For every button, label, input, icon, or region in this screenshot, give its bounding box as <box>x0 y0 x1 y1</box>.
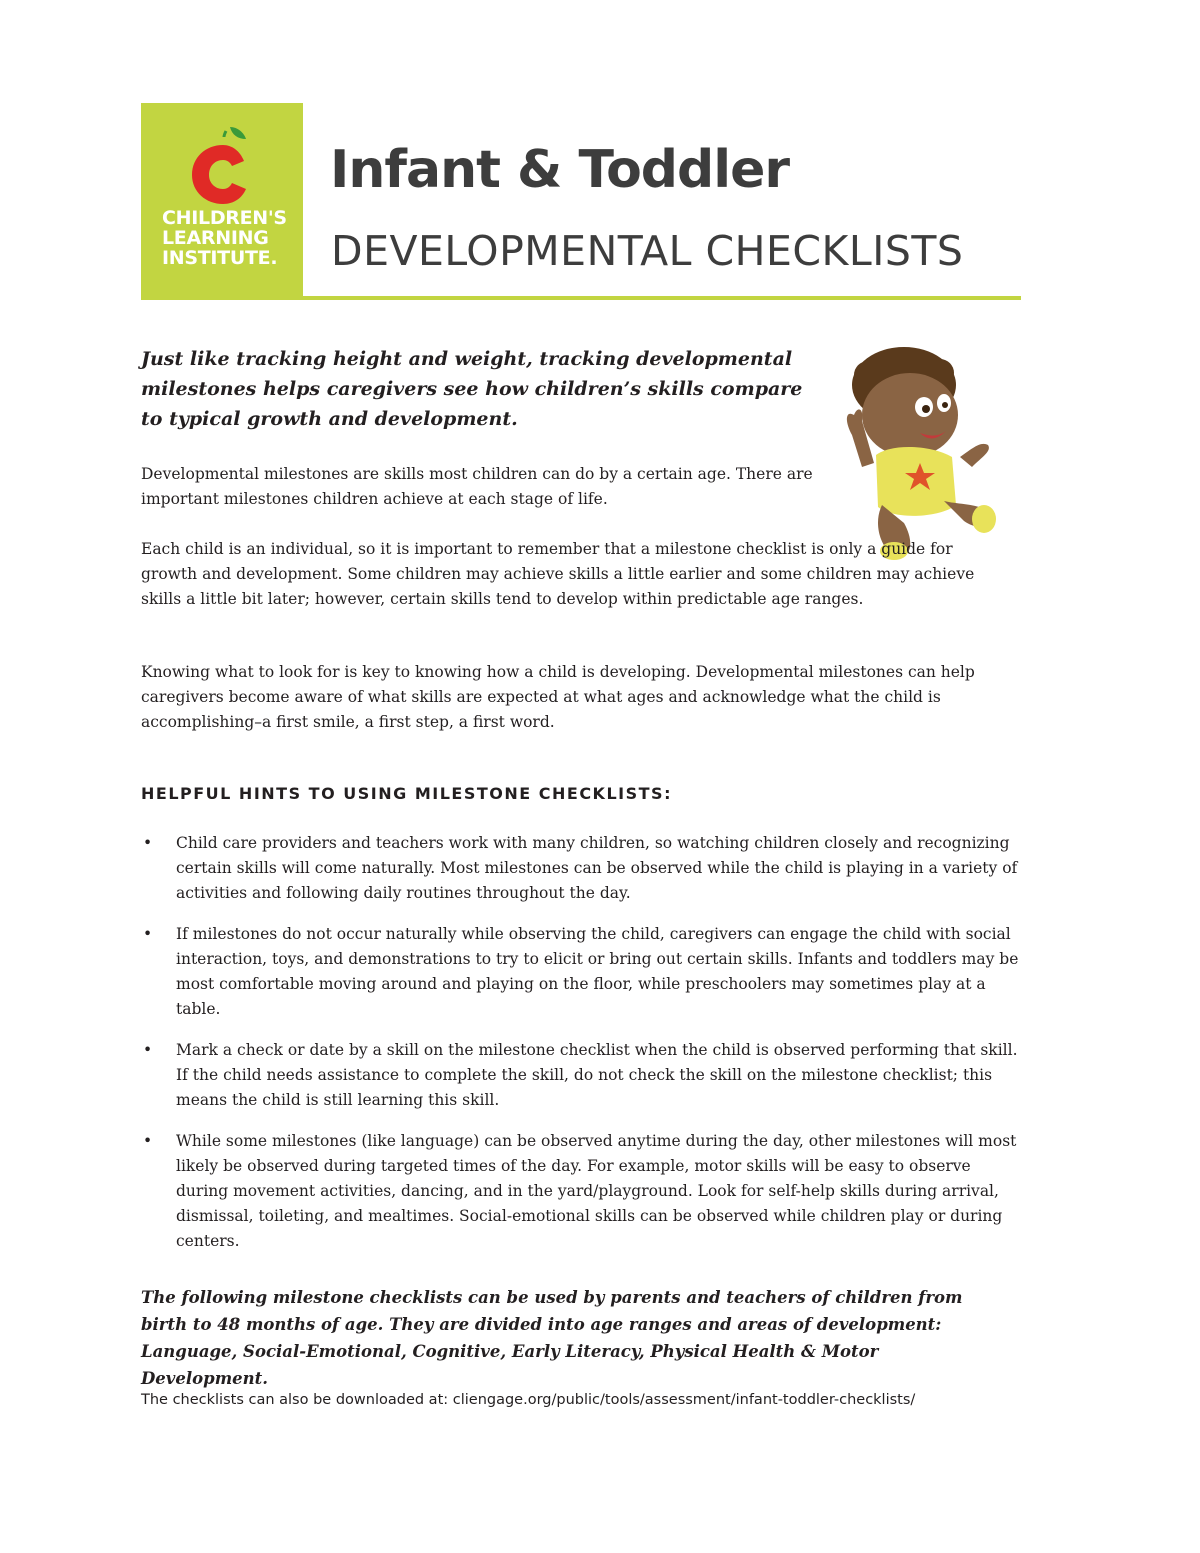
logo-wordmark <box>162 208 302 268</box>
logo-line: INSTITUTE. <box>162 247 278 269</box>
list-item <box>141 831 1026 906</box>
hint-text: If milestones do not occur naturally while observing the child, caregivers can engage the child with social interaction, toys, and demonstrations to try to elicit or bring out certain skills. Infants and toddlers may be most comfortable moving around and playing on the floor, while preschoolers may sometimes play at a table. <box>176 925 1019 1018</box>
bullet-icon: • <box>143 1041 153 1059</box>
closing-text: The following milestone checklists can be used by parents and teachers of children from birth to 48 months of age. They are divided into age ranges and areas of development: Language, Social-Emotional, Cognitive, Early Literacy, Physical Health & Motor Development. <box>141 1288 963 1388</box>
bullet-icon: • <box>143 925 153 943</box>
paragraph: Each child is an individual, so it is important to remember that a milestone checklist is only a guide for growth and development. Some children may achieve skills a little earlier and some children may achieve skills a little bit later; however, certain skills tend to develop within predictable age ranges. <box>141 540 975 608</box>
list-item <box>141 922 1026 1022</box>
hint-text: While some milestones (like language) can be observed anytime during the day, other milestones will most likely be observed during targeted times of the day. For example, motor skills will be easy to observe during movement activities, dancing, and in the yard/playground. Look for self-help skills during arrival, dismissal, toileting, and mealtimes. Social-emotional skills can be observed while children play or during centers. <box>176 1132 1017 1250</box>
baby-illustration <box>832 345 1002 560</box>
download-note: The checklists can also be downloaded at: cliengage.org/public/tools/assessment/infant-toddler-checklists/ <box>141 1392 916 1408</box>
list-item <box>141 1038 1026 1113</box>
page-subtitle: DEVELOPMENTAL CHECKLISTS <box>331 227 964 275</box>
hint-text: Child care providers and teachers work with many children, so watching children closely and recognizing certain skills will come naturally. Most milestones can be observed while the child is playing in a variety of activities and following daily routines throughout the day. <box>176 834 1018 902</box>
paragraph: Knowing what to look for is key to knowing how a child is developing. Developmental milestones can help caregivers become aware of what skills are expected at what ages and acknowledge what the child is accomplishing–a first smile, a first step, a first word. <box>141 663 975 731</box>
bullet-icon: • <box>143 834 153 852</box>
logo-line: CHILDREN'S <box>162 207 287 229</box>
hint-text: Mark a check or date by a skill on the milestone checklist when the child is observed performing that skill. If the child needs assistance to complete the skill, do not check the skill on the milestone checklist; this means the child is still learning this skill. <box>176 1041 1018 1109</box>
page-title: Infant & Toddler <box>330 140 789 200</box>
logo-line: LEARNING <box>162 227 269 249</box>
hints-heading: HELPFUL HINTS TO USING MILESTONE CHECKLISTS: <box>141 784 672 803</box>
header-divider <box>141 296 1021 300</box>
intro-text: Just like tracking height and weight, tracking developmental milestones helps caregivers see how children’s skills compare to typical growth and development. <box>141 348 803 430</box>
bullet-icon: • <box>143 1132 153 1150</box>
apple-c-logo-icon <box>186 125 262 205</box>
hints-list <box>141 831 1026 1270</box>
logo <box>141 103 303 299</box>
list-item <box>141 1129 1026 1254</box>
paragraph: Developmental milestones are skills most children can do by a certain age. There are important milestones children achieve at each stage of life. <box>141 465 813 508</box>
